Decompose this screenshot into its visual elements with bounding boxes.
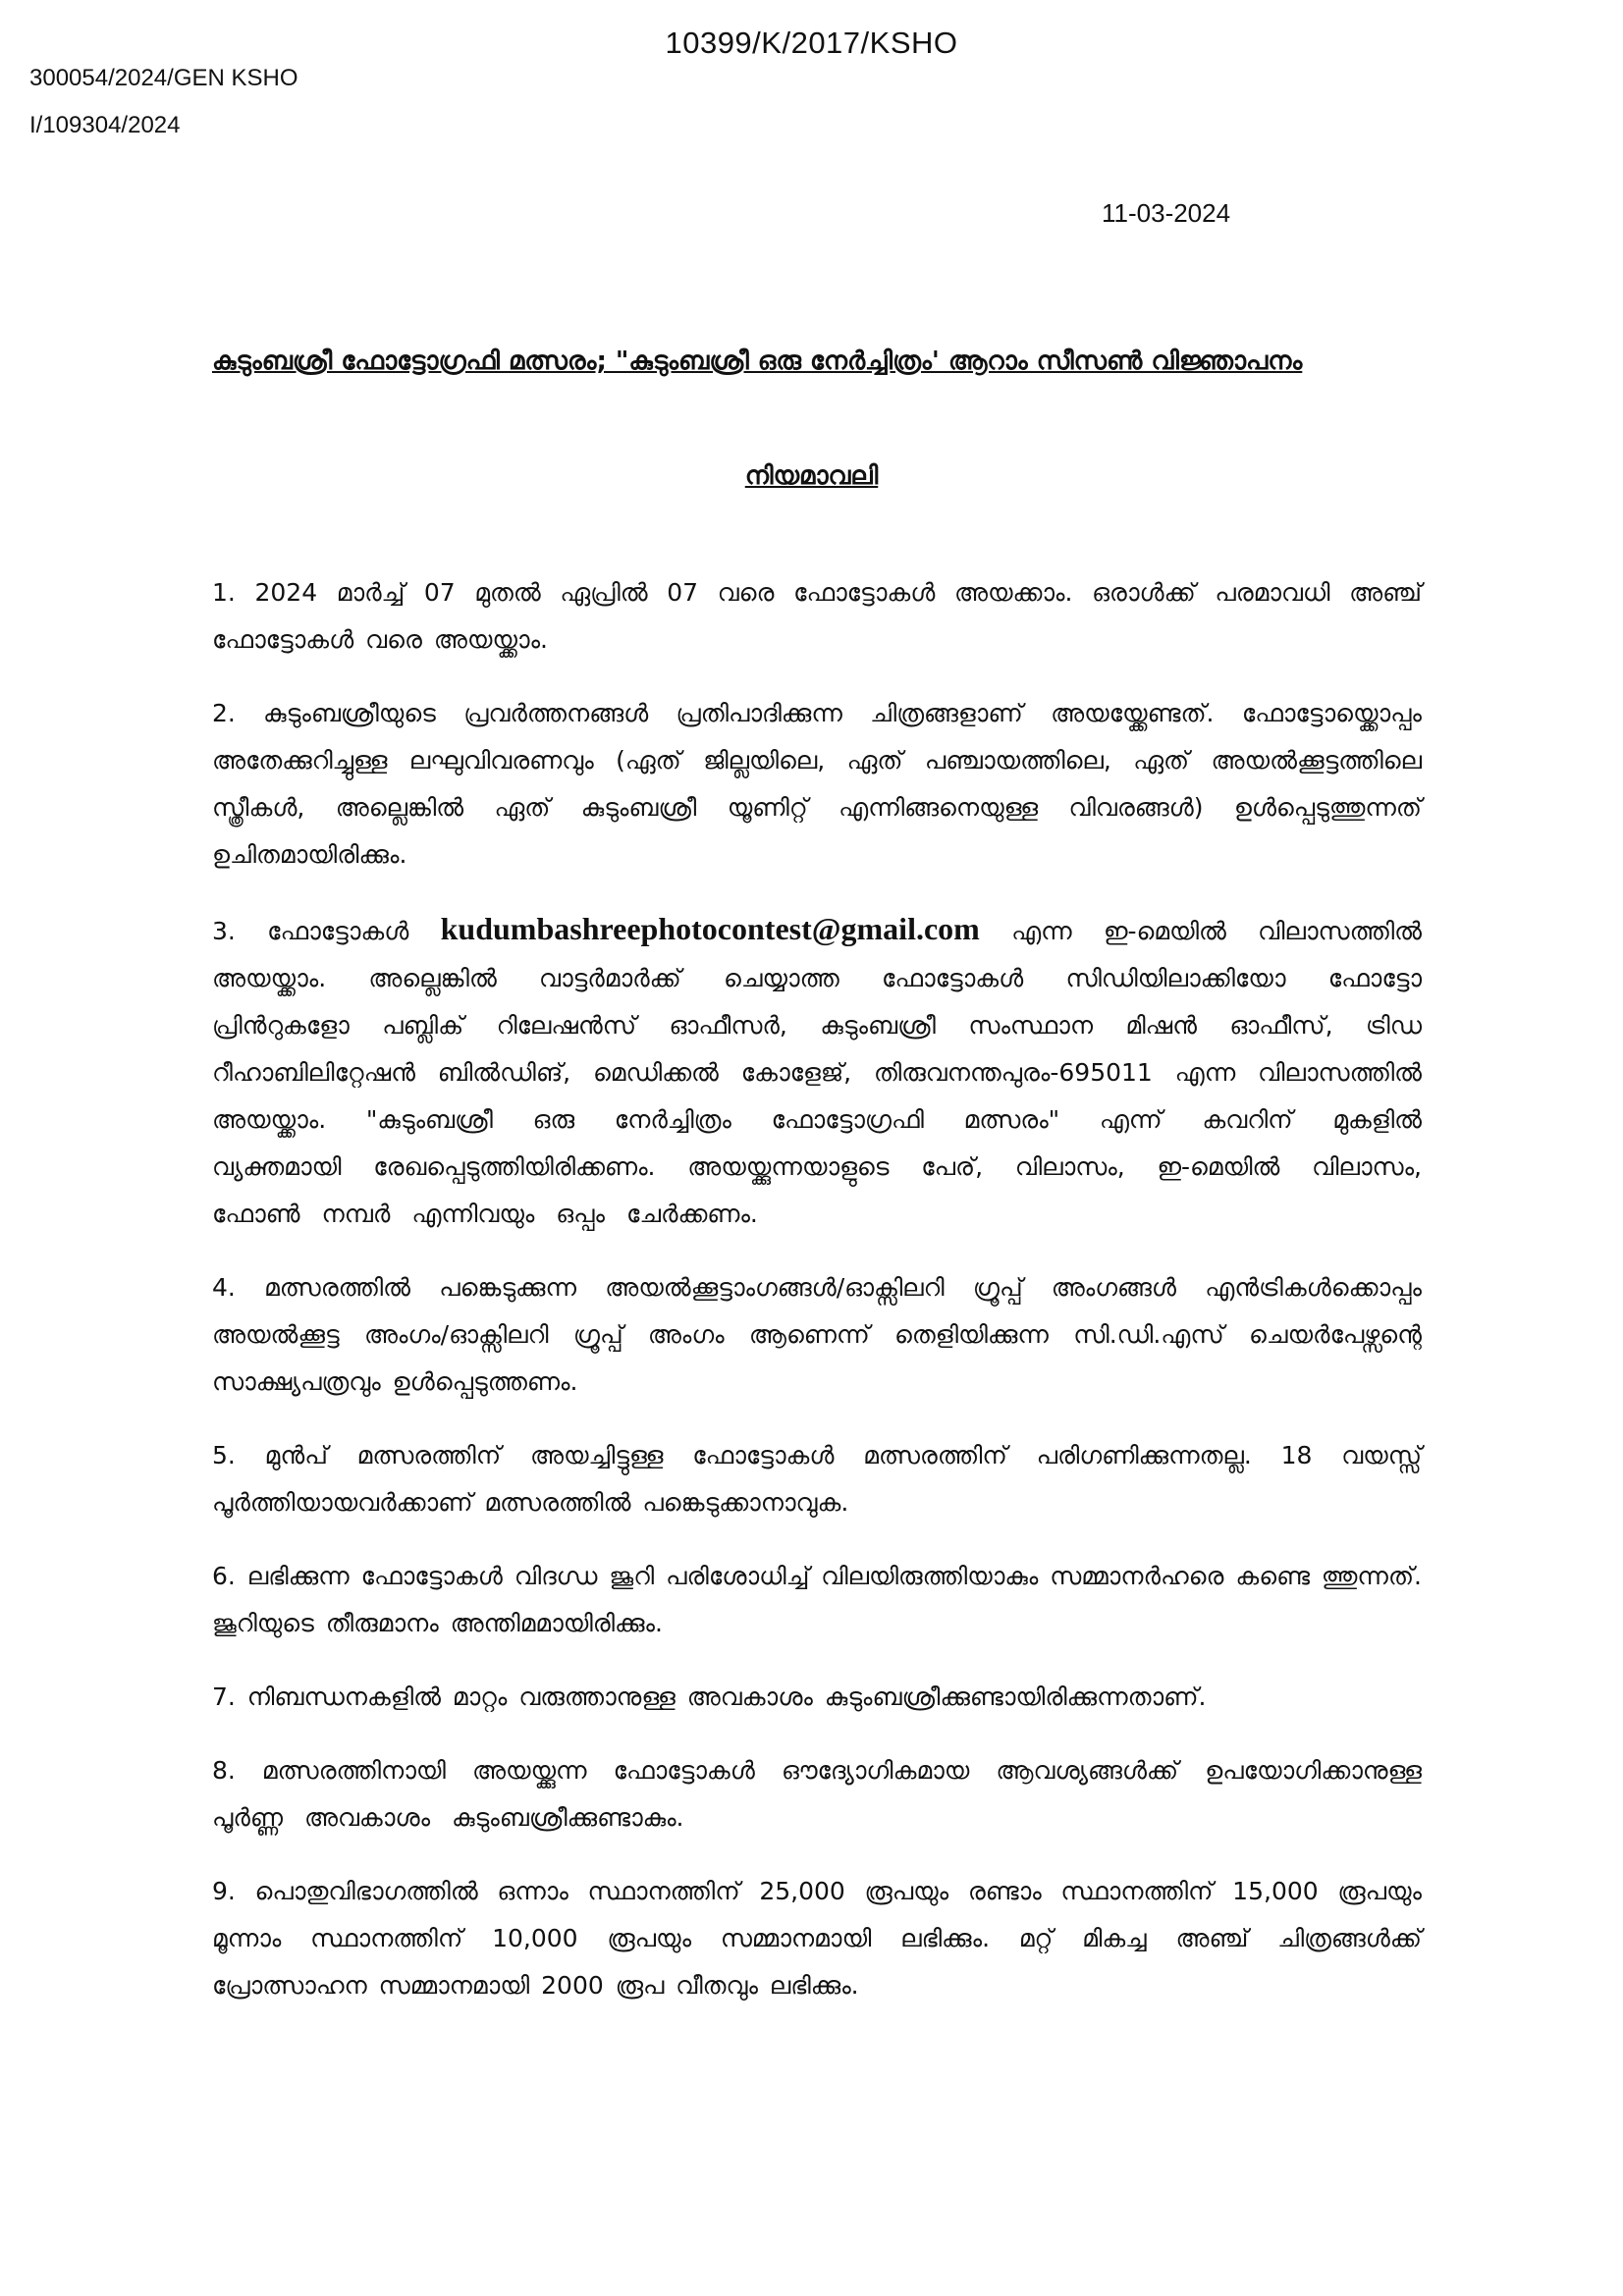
file-number: 10399/K/2017/KSHO [665,26,958,60]
rule-8: 8. മത്സരത്തിനായി അയയ്ക്കുന്ന ഫോട്ടോകൾ ഔദ്യോഗികമായ ആവശ്യങ്ങൾക്ക് ഉപയോഗിക്കാനുള്ള പൂർണ്ണ അവകാശം കുടുംബശ്രീക്കുണ്ടാകും. [212,1756,1422,1832]
rule-2: 2. കുടുംബശ്രീയുടെ പ്രവർത്തനങ്ങൾ പ്രതിപാദിക്കുന്ന ചിത്രങ്ങളാണ് അയയ്ക്കേണ്ടത്. ഫോട്ടോയ്ക്കൊപ്പം അതേക്കുറിച്ചുള്ള ലഘുവിവരണവും (ഏത് ജില്ലയിലെ, ഏത് പഞ്ചായത്തിലെ, ഏത് അയൽക്കൂട്ടത്തിലെ സ്ത്രീകൾ, അല്ലെങ്കിൽ ഏത് കുടുംബശ്രീ യൂണിറ്റ് എന്നിങ്ങനെയുള്ള വിവരങ്ങൾ) ഉൾപ്പെടുത്തുന്നത് ഉചിതമായിരിക്കും. [212,699,1422,869]
reference-number-1: 300054/2024/GEN KSHO [29,65,298,91]
rule-3 [212,905,1422,1238]
rules-heading: നിയമാവലി [744,461,879,491]
rule-5: 5. മുൻപ് മത്സരത്തിന് അയച്ചിട്ടുള്ള ഫോട്ടോകൾ മത്സരത്തിന് പരിഗണിക്കുന്നതല്ല. 18 വയസ്സ് പൂർത്തിയായവർക്കാണ് മത്സരത്തിൽ പങ്കെടുക്കാനാവുക. [212,1441,1422,1517]
subject-line [212,337,1420,386]
reference-number-2: I/109304/2024 [29,112,181,138]
rule-1: 1. 2024 മാർച്ച് 07 മുതൽ ഏപ്രിൽ 07 വരെ ഫോട്ടോകൾ അയക്കാം. ഒരാൾക്ക് പരമാവധി അഞ്ച് ഫോട്ടോകൾ വരെ അയയ്ക്കാം. [212,578,1422,654]
rule-3-text: എന്ന ഇ-മെയിൽ വിലാസത്തിൽ അയയ്ക്കാം. അല്ലെങ്കിൽ വാട്ടർമാർക്ക് ചെയ്യാത്ത ഫോട്ടോകൾ സിഡിയിലാക്കിയോ ഫോട്ടോ പ്രിൻറുകളോ പബ്ലിക് റിലേഷൻസ് ഓഫീസർ, കുടുംബശ്രീ സംസ്ഥാന മിഷൻ ഓഫീസ്, ട്രിഡ റീഹാബിലിറ്റേഷൻ ബിൽഡിങ്, മെഡിക്കൽ കോളേജ്, തിരുവനന്തപുരം-695011 എന്ന വിലാസത്തിൽ അയയ്ക്കാം. "കുടുംബശ്രീ ഒരു നേർച്ചിത്രം ഫോട്ടോഗ്രഫി മത്സരം" എന്ന് കവറിന് മുകളിൽ വ്യക്തമായി രേഖപ്പെടുത്തിയിരിക്കണം. അയയ്ക്കുന്നയാളുടെ പേര്, വിലാസം, ഇ-മെയിൽ വിലാസം, ഫോൺ നമ്പർ എന്നിവയും ഒപ്പം ചേർക്കണം. [212,917,1422,1228]
document-date: 11-03-2024 [1102,198,1231,228]
contest-email: kudumbashreephotocontest@gmail.com [440,911,980,946]
rule-6: 6. ലഭിക്കുന്ന ഫോട്ടോകൾ വിദഗ്ധ ജൂറി പരിശോധിച്ച് വിലയിരുത്തിയാകും സമ്മാനർഹരെ കണ്ടെ ത്തുന്നത്. ജൂറിയുടെ തീരുമാനം അന്തിമമായിരിക്കും. [212,1562,1422,1637]
subject-text: കുടുംബശ്രീ ഫോട്ടോഗ്രഫി മത്സരം; "കുടുംബശ്രീ ഒരു നേർച്ചിത്രം' ആറാം സീസൺ വിജ്ഞാപനം [212,347,1303,376]
rule-9: 9. പൊതുവിഭാഗത്തിൽ ഒന്നാം സ്ഥാനത്തിന് 25,000 രൂപയും രണ്ടാം സ്ഥാനത്തിന് 15,000 രൂപയും മൂന്നാം സ്ഥാനത്തിന് 10,000 രൂപയും സമ്മാനമായി ലഭിക്കും. മറ്റ് മികച്ച അഞ്ച് ചിത്രങ്ങൾക്ക് പ്രോത്സാഹന സമ്മാനമായി 2000 രൂപ വീതവും ലഭിക്കും. [212,1877,1422,2000]
rule-7: 7. നിബന്ധനകളിൽ മാറ്റം വരുത്താനുള്ള അവകാശം കുടുംബശ്രീക്കുണ്ടായിരിക്കുന്നതാണ്. [212,1682,1207,1711]
rule-4: 4. മത്സരത്തിൽ പങ്കെടുക്കുന്ന അയൽക്കൂട്ടാംഗങ്ങൾ/ഓക്സിലറി ഗ്രൂപ്പ് അംഗങ്ങൾ എൻട്രികൾക്കൊപ്പം അയൽക്കൂട്ട അംഗം/ഓക്സിലറി ഗ്രൂപ്പ് അംഗം ആണെന്ന് തെളിയിക്കുന്ന സി.ഡി.എസ് ചെയർപേഴ്സന്റെ സാക്ഷ്യപത്രവും ഉൾപ്പെടുത്തണം. [212,1273,1422,1396]
rules-list [212,569,1422,2036]
rule-3-intro: 3. ഫോട്ടോകൾ [212,917,441,945]
